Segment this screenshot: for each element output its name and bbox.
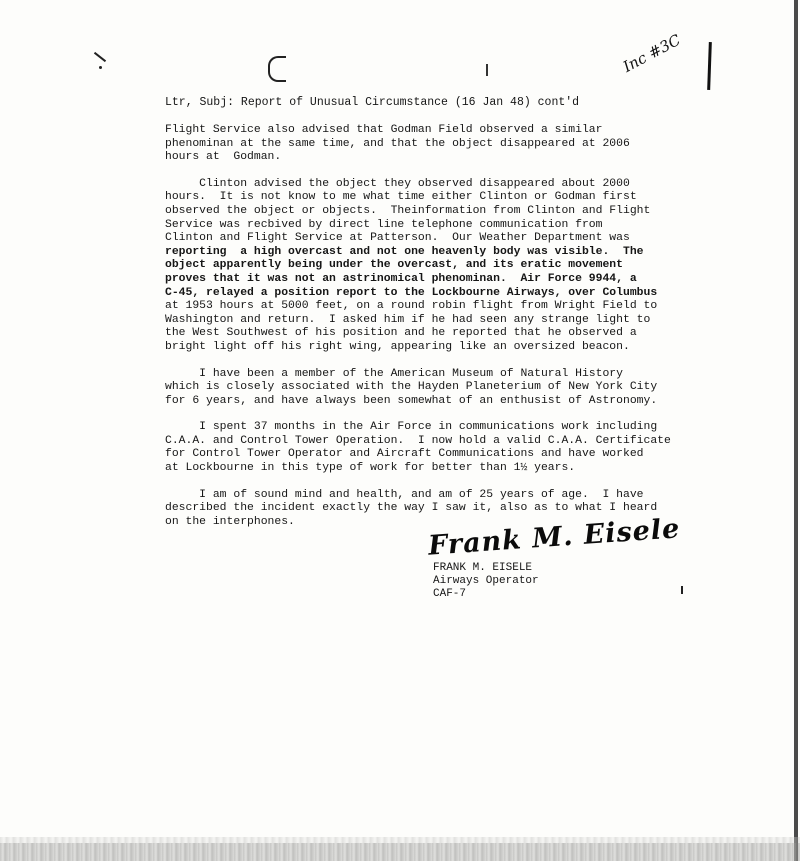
text-line: the West Southwest of his position and he reported that he observed a — [165, 327, 637, 340]
paragraph-3 — [165, 367, 658, 409]
margin-mark — [681, 586, 683, 594]
punch-hole-mark — [268, 56, 286, 82]
text-line: Service was recbived by direct line telephone communication from — [165, 218, 603, 231]
handwritten-annotation: Inc #3C — [620, 30, 684, 76]
text-line: which is closely associated with the Hayden Planeterium of New York City — [165, 381, 658, 394]
text-line: I have been a member of the American Museum of Natural History — [165, 367, 623, 380]
text-line: for 6 years, and have always been somewhat of an enthusist of Astronomy. — [165, 394, 658, 407]
letter-heading: Ltr, Subj: Report of Unusual Circumstance (16 Jan 48) cont'd — [165, 96, 580, 109]
text-line: Flight Service also advised that Godman Field observed a similar — [165, 124, 603, 136]
scan-edge — [0, 843, 800, 861]
signer-name: FRANK M. EISELE — [433, 562, 533, 574]
handwritten-signature: Frank M. Eisele — [427, 513, 682, 562]
text-line: Washington and return. I asked him if he had seen any strange light to — [165, 313, 651, 326]
text-line: phenominan at the same time, and that the object disappeared at 2006 — [165, 137, 630, 150]
text-line: I spent 37 months in the Air Force in communications work including — [165, 421, 658, 434]
text-line: hours at Godman. — [165, 151, 282, 164]
text-line: on the interphones. — [165, 515, 295, 528]
paragraph-4 — [165, 421, 671, 475]
scan-edge — [794, 0, 798, 861]
text-line: described the incident exactly the way I saw it, also as to what I heard — [165, 502, 658, 515]
text-line: observed the object or objects. Theinformation from Clinton and Flight — [165, 204, 651, 217]
text-line: proves that it was not an astrinomical phenominan. Air Force 9944, a — [165, 272, 637, 285]
text-line: C.A.A. and Control Tower Operation. I now hold a valid C.A.A. Certificate — [165, 434, 671, 447]
text-line: C-45, relayed a position report to the Lockbourne Airways, over Columbus — [165, 286, 658, 299]
text-line: object apparently being under the overcast, and its eratic movement — [165, 259, 623, 272]
signer-title: Airways Operator — [433, 575, 539, 587]
margin-mark — [707, 42, 712, 90]
text-line: reporting a high overcast and not one heavenly body was visible. The — [165, 245, 644, 258]
text-line: at 1953 hours at 5000 feet, on a round robin flight from Wright Field to — [165, 300, 658, 313]
signature-block — [433, 562, 539, 601]
scan-mark — [99, 66, 102, 69]
signer-unit: CAF-7 — [433, 588, 467, 600]
paragraph-1 — [165, 124, 645, 165]
scan-mark — [486, 64, 488, 76]
text-line: Clinton and Flight Service at Patterson. Our Weather Department was — [165, 232, 630, 245]
paragraph-2 — [165, 177, 658, 355]
text-line: hours. It is not know to me what time either Clinton or Godman first — [165, 191, 637, 204]
text-line: for Control Tower Operator and Aircraft Communications and have worked — [165, 448, 644, 461]
scan-mark — [94, 52, 106, 62]
text-line: Clinton advised the object they observed disappeared about 2000 — [165, 177, 630, 190]
text-line: at Lockbourne in this type of work for better than 1½ years. — [165, 462, 576, 475]
text-line: I am of sound mind and health, and am of 25 years of age. I have — [165, 488, 644, 501]
text-line: bright light off his right wing, appearing like an oversized beacon. — [165, 340, 630, 353]
letter-body — [165, 96, 671, 542]
